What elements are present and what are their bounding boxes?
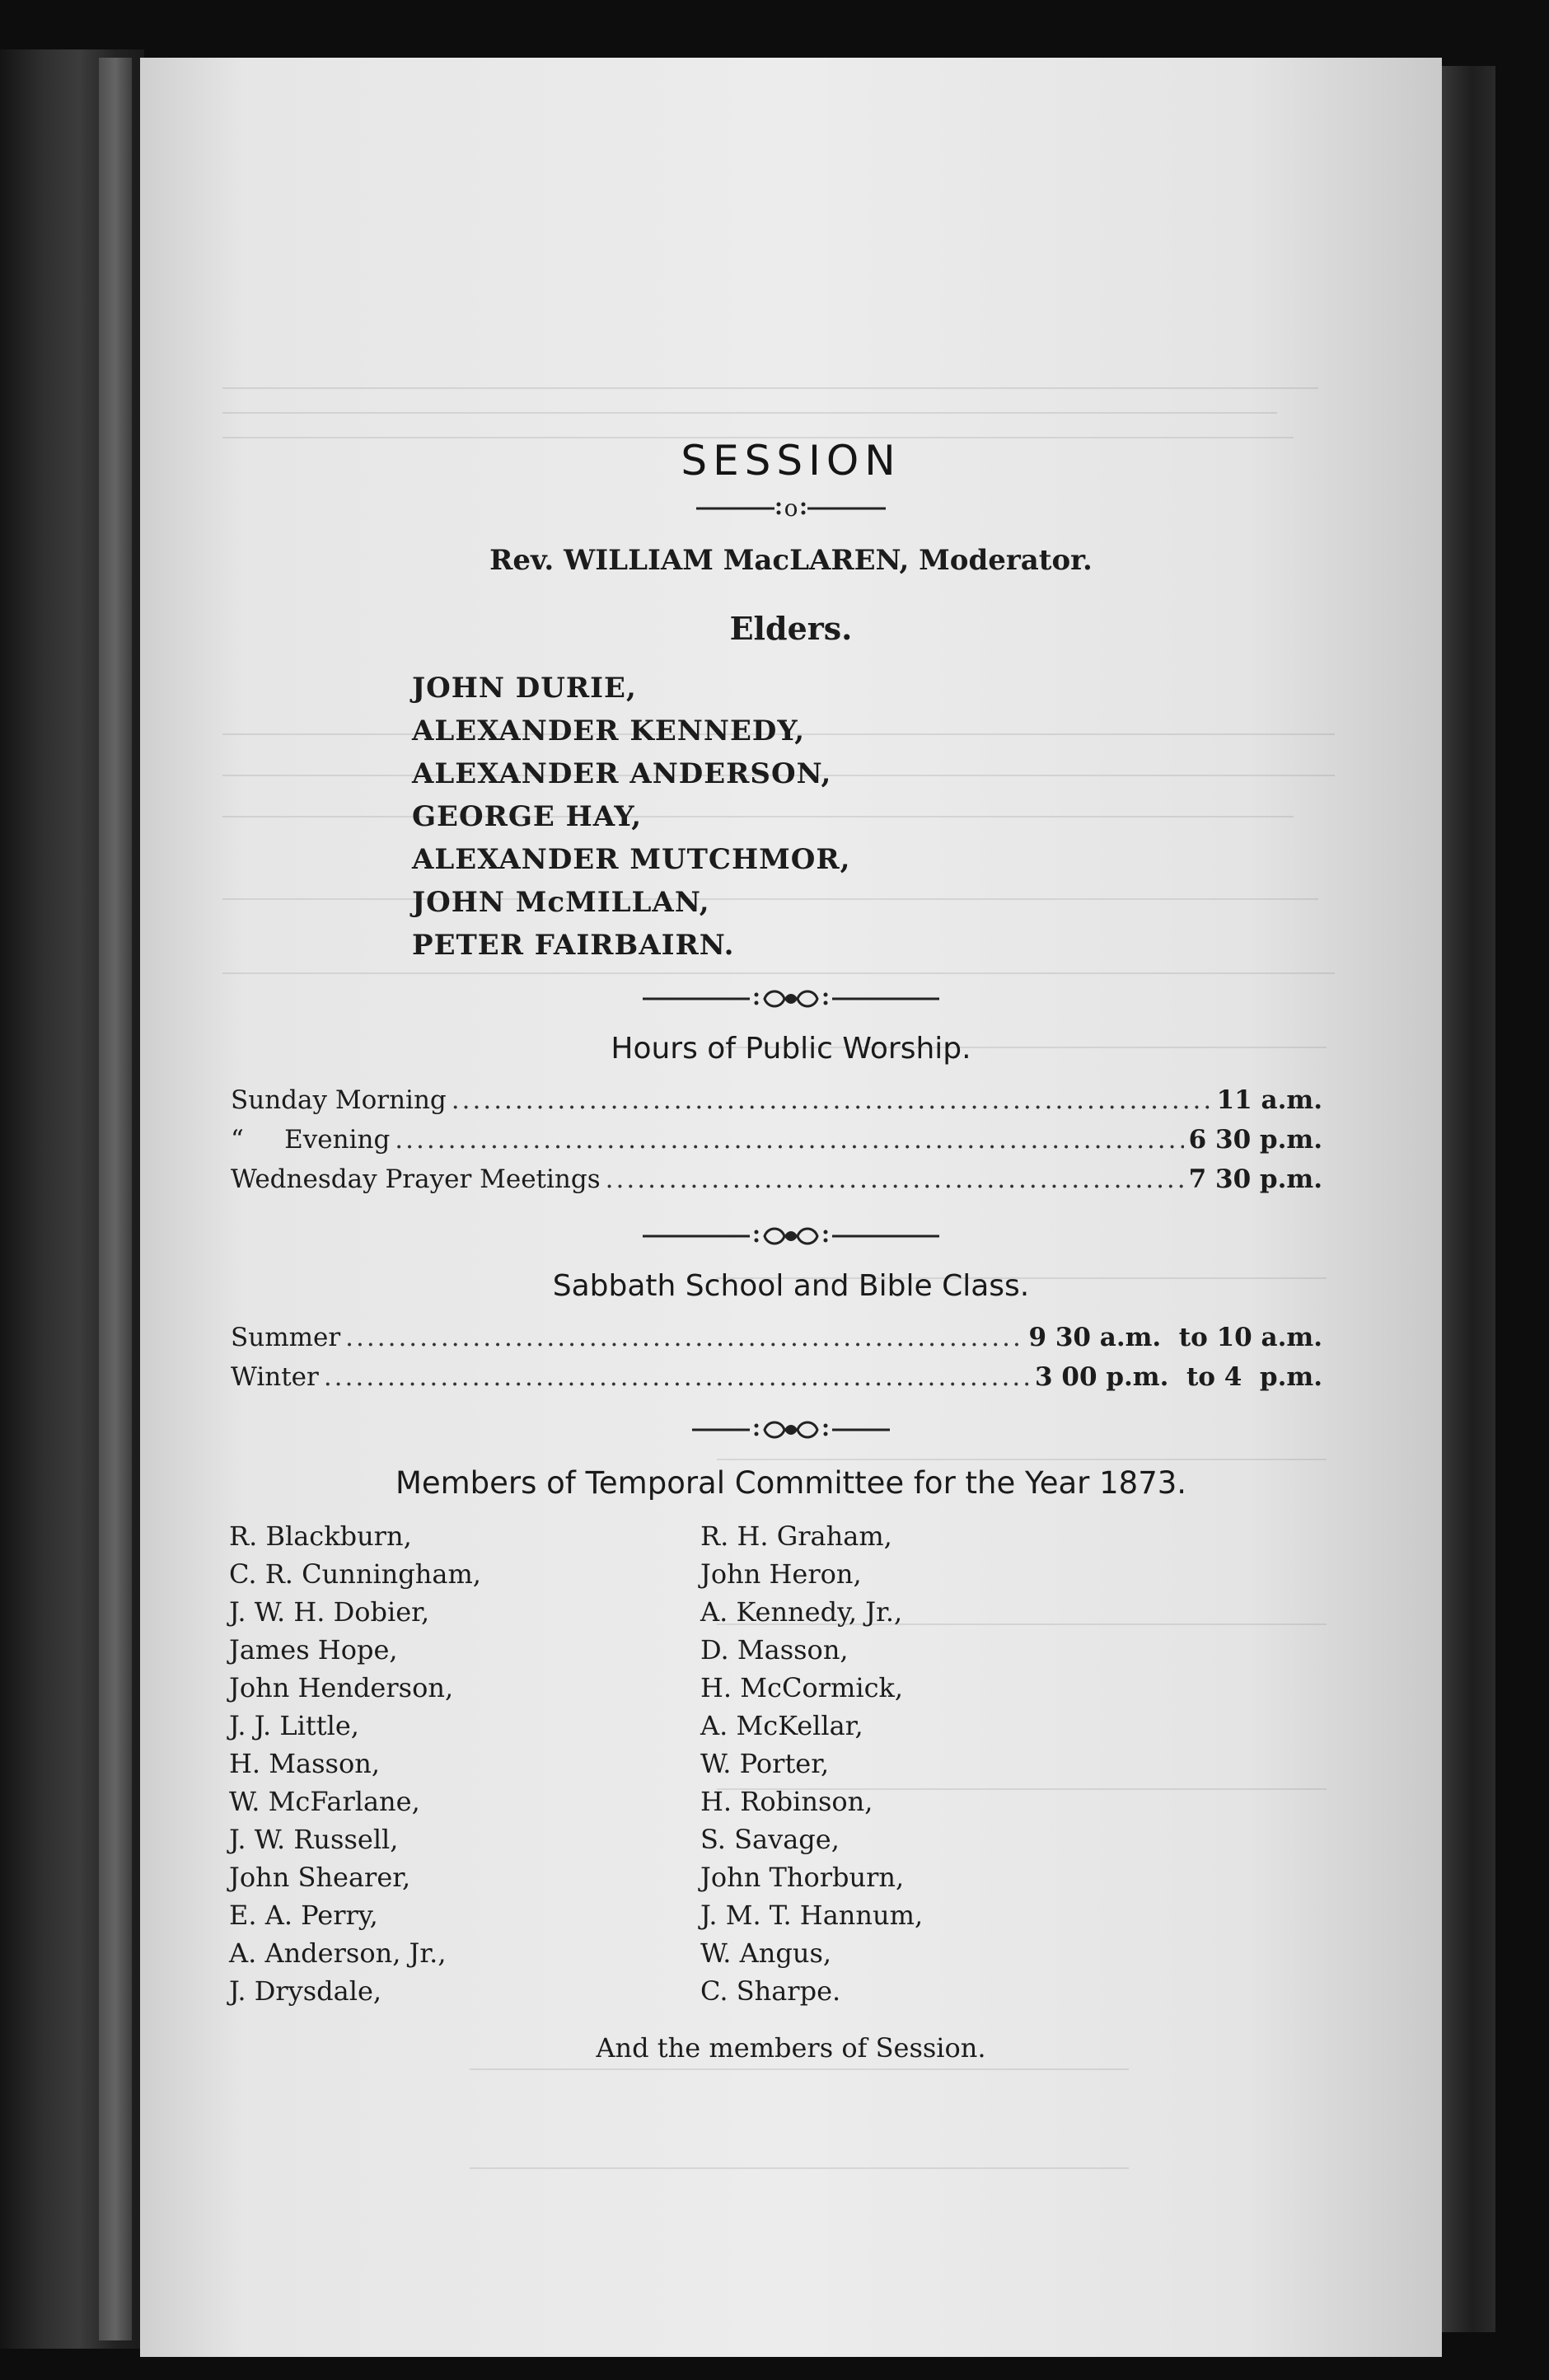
committee-member: John Henderson, [229,1672,454,1703]
worship-heading: Hours of Public Worship. [611,1032,971,1066]
sabbath-row [231,1362,1322,1392]
sabbath-row-label: Winter [231,1362,319,1392]
book-spine-edge [99,58,132,2340]
elder-name: PETER FAIRBAIRN. [412,929,735,962]
committee-member: H. Robinson, [700,1786,873,1817]
elder-name: ALEXANDER ANDERSON, [412,757,832,790]
committee-member: R. H. Graham, [700,1520,892,1552]
moderator-line: Rev. WILLIAM MacLAREN, Moderator. [489,544,1093,577]
dot-leader [452,1085,1212,1115]
committee-member: W. Porter, [700,1748,830,1779]
committee-member: H. McCormick, [700,1672,904,1703]
committee-member: S. Savage, [700,1824,840,1855]
committee-member: J. M. T. Hannum, [700,1900,924,1931]
sabbath-row [231,1323,1322,1352]
page-content [140,58,1442,2357]
committee-member: R. Blackburn, [229,1520,412,1552]
committee-member: D. Masson, [700,1634,849,1666]
committee-member: A. McKellar, [700,1710,863,1741]
worship-row-time: 6 30 p.m. [1188,1125,1322,1155]
book-page [140,58,1442,2357]
sabbath-row-label: Summer [231,1323,341,1352]
scroll-divider [140,1222,1442,1250]
worship-row-time: 7 30 p.m. [1188,1164,1322,1194]
committee-member: John Heron, [700,1558,862,1590]
scroll-divider [140,985,1442,1013]
elder-name: ALEXANDER MUTCHMOR, [412,843,851,876]
worship-row [231,1085,1322,1115]
committee-footer: And the members of Session. [596,2032,986,2064]
committee-member: John Shearer, [229,1862,411,1893]
committee-member: W. Angus, [700,1937,832,1969]
divider-o [140,494,1442,522]
divider-o-text: o [784,494,798,522]
committee-member: W. McFarlane, [229,1786,420,1817]
dot-leader [395,1125,1183,1155]
dot-leader [324,1362,1030,1392]
committee-member: J. W. Russell, [229,1824,399,1855]
elder-name: JOHN McMILLAN, [412,886,710,919]
worship-row-label: “ Evening [231,1125,391,1155]
dot-leader [345,1323,1023,1352]
committee-member: J. Drysdale, [229,1975,382,2007]
committee-heading: Members of Temporal Committee for the Year 1873. [395,1465,1187,1501]
book-right-edge [1438,66,1495,2332]
sabbath-heading: Sabbath School and Bible Class. [552,1269,1030,1303]
committee-member: J. J. Little, [229,1710,359,1741]
dot-leader [606,1164,1184,1194]
scroll-divider [140,1416,1442,1444]
worship-row-time: 11 a.m. [1216,1085,1322,1115]
committee-member: A. Anderson, Jr., [229,1937,447,1969]
elder-name: ALEXANDER KENNEDY, [412,714,806,747]
committee-member: A. Kennedy, Jr., [700,1596,903,1628]
committee-member: H. Masson, [229,1748,380,1779]
committee-member: J. W. H. Dobier, [229,1596,430,1628]
session-title: SESSION [681,437,901,485]
worship-row-label: Sunday Morning [231,1085,447,1115]
elders-heading: Elders. [729,610,853,647]
committee-member: James Hope, [229,1634,398,1666]
committee-member: C. Sharpe. [700,1975,841,2007]
divider-o-ornament [696,494,886,522]
committee-member: C. R. Cunningham, [229,1558,481,1590]
elder-name: GEORGE HAY, [412,800,643,833]
committee-member: E. A. Perry, [229,1900,378,1931]
worship-row [231,1125,1322,1155]
sabbath-row-time: 3 00 p.m. to 4 p.m. [1035,1362,1322,1392]
worship-row [231,1164,1322,1194]
sabbath-row-time: 9 30 a.m. to 10 a.m. [1028,1323,1322,1352]
elder-name: JOHN DURIE, [412,672,637,705]
committee-member: John Thorburn, [700,1862,905,1893]
worship-row-label: Wednesday Prayer Meetings [231,1164,601,1194]
